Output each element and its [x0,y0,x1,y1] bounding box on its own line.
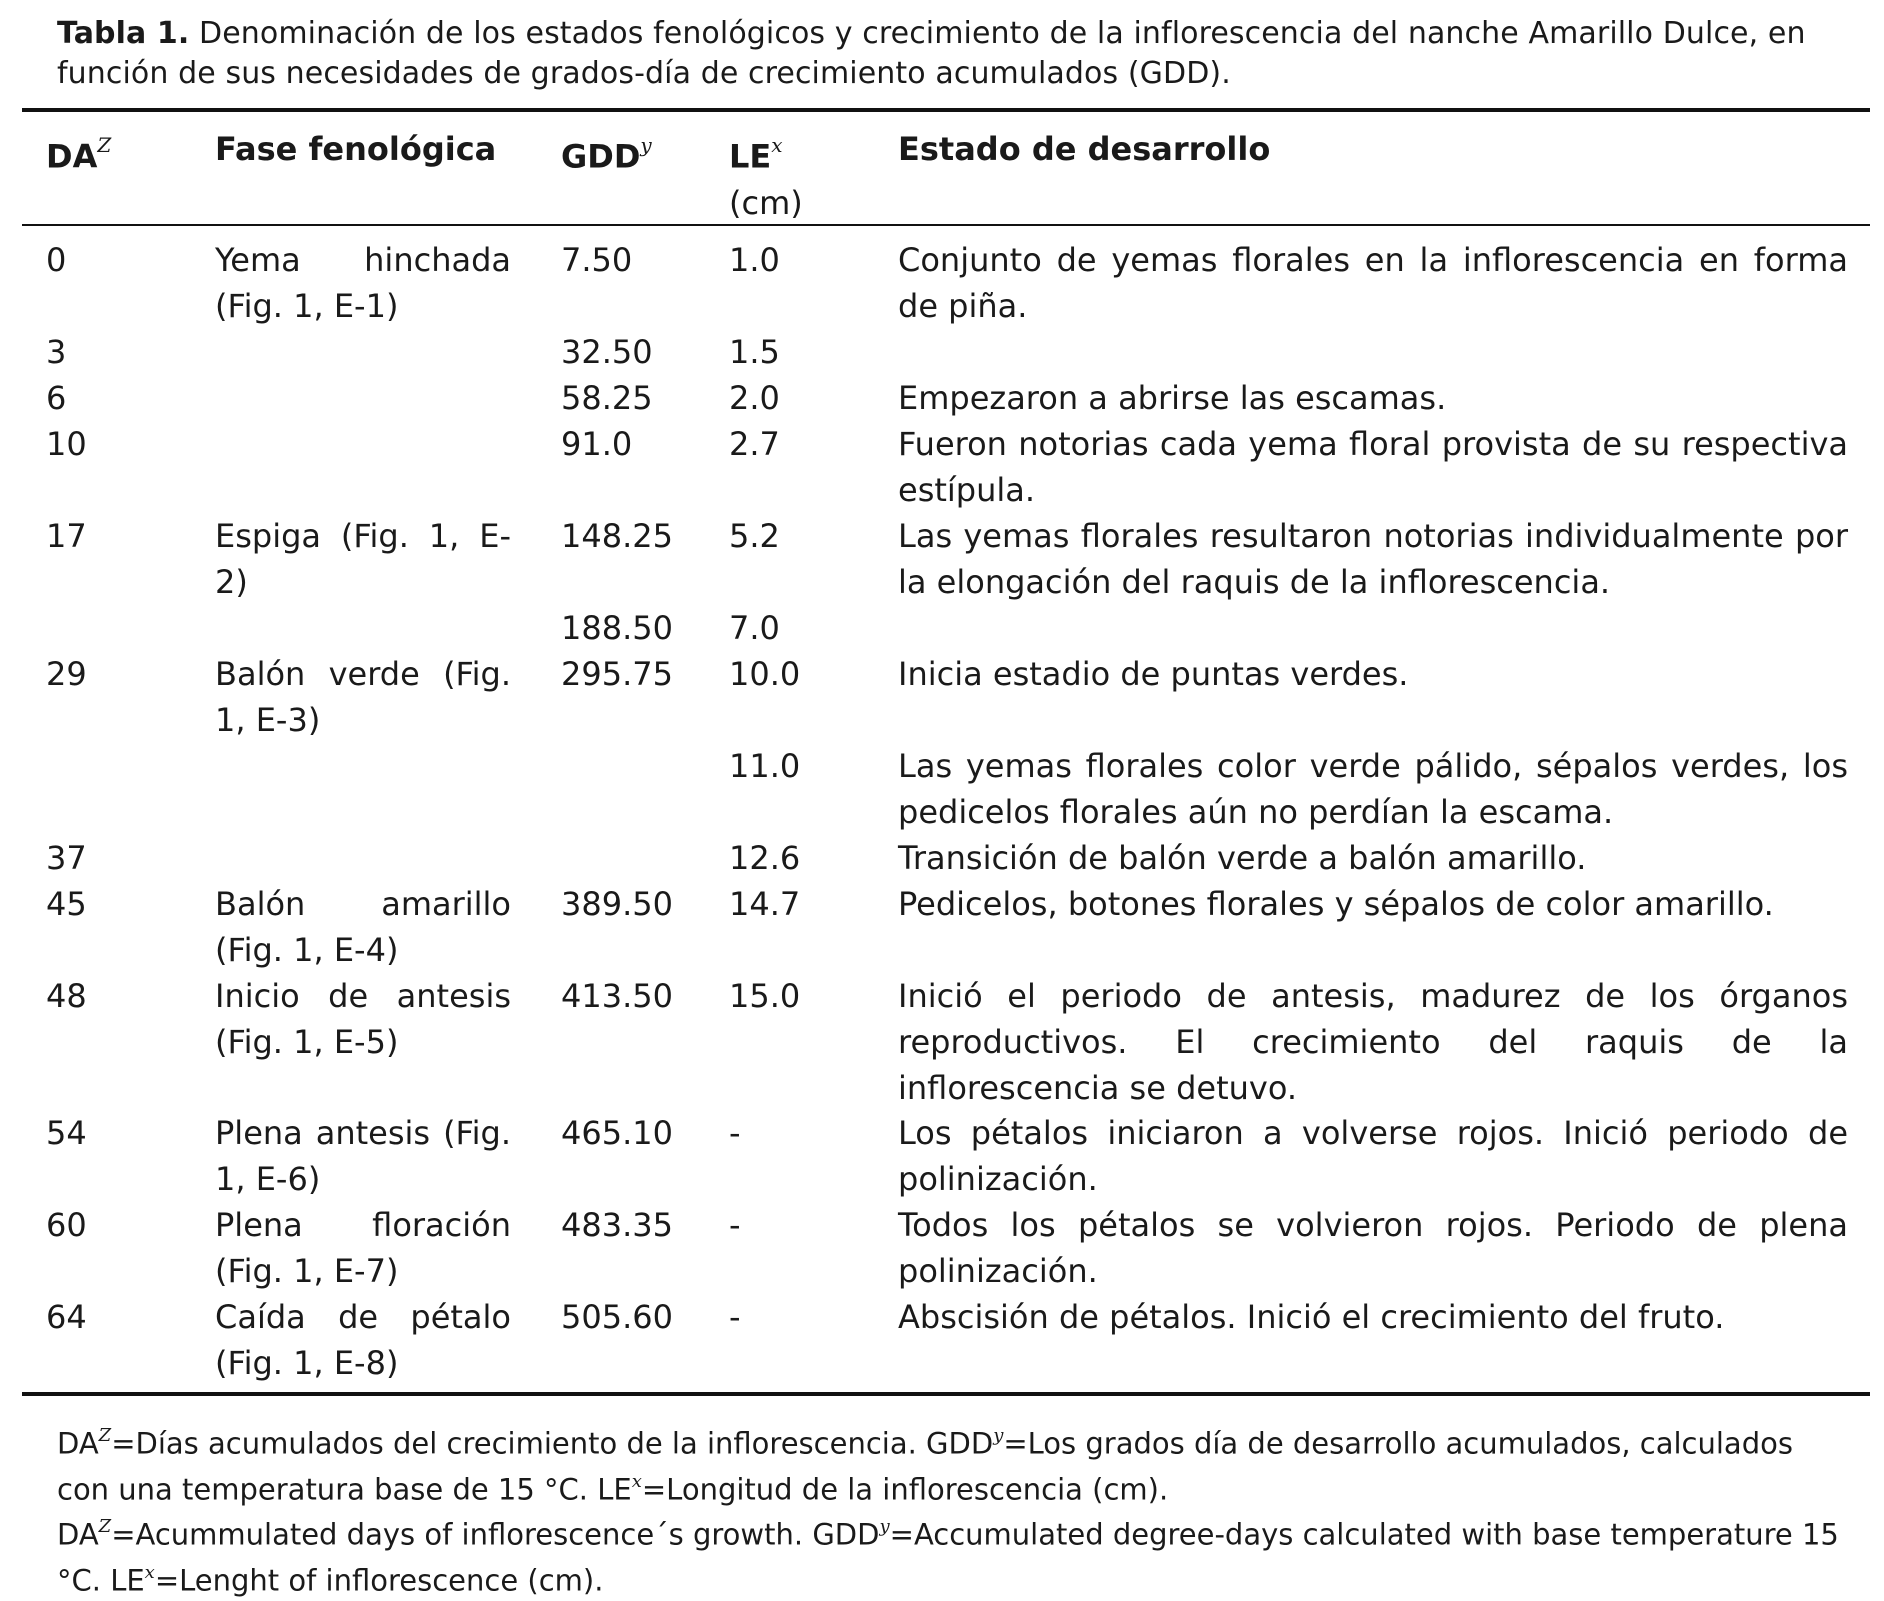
bottom-rule [22,1392,1870,1396]
table-caption [57,14,1847,94]
header-gdd: GDD$^y$ [561,133,652,176]
cell-estado: Pedicelos, botones florales y sépalos de color amarillo. [898,885,1774,923]
cell-le: 15.0 [729,977,801,1015]
header-fase: Fase fenológica [215,130,497,168]
cell-gdd: 58.25 [561,379,653,417]
cell-da: 6 [46,379,67,417]
cell-le: 12.6 [729,839,801,877]
cell-fase: Balón verde (Fig. 1, E-3) [215,655,511,739]
cell-estado: Empezaron a abrirse las escamas. [898,379,1447,417]
footnote-english: $DA^Z=Acummulated$ days of inflorescence´s growth. $GDD^y=Accumulated$ degree-days calculated with base temperature 15 °C. $LE^x=Lenght$ of inflorescence (cm). [57,1516,1839,1598]
top-rule [22,108,1870,112]
cell-le: - [729,1298,741,1336]
cell-gdd: 295.75 [561,655,673,693]
cell-fase: Balón amarillo (Fig. 1, E-4) [215,885,511,969]
cell-gdd: 389.50 [561,885,673,923]
header-da: $DA^Z$ [46,133,112,176]
cell-fase: Plena floración (Fig. 1, E-7) [215,1206,511,1290]
caption-label: Tabla 1. [57,16,190,51]
cell-da: 10 [46,425,87,463]
cell-le: - [729,1114,741,1152]
cell-estado: Las yemas florales resultaron notorias individualmente por la elongación del raquis de la inflorescencia. [898,517,1848,601]
header-rule [22,224,1870,226]
cell-da: 0 [46,241,67,279]
cell-da: 60 [46,1206,87,1244]
cell-le: 10.0 [729,655,801,693]
cell-da: 3 [46,333,67,371]
cell-estado: Transición de balón verde a balón amarillo. [898,839,1587,877]
cell-gdd: 91.0 [561,425,633,463]
cell-le: 1.5 [729,333,780,371]
cell-gdd: 465.10 [561,1114,673,1152]
caption-text: Denominación de los estados fenológicos y crecimiento de la inflorescencia del nanche Amarillo Dulce, en función de sus necesidades de grados-día de crecimiento acumulados (GDD). [57,16,1806,91]
cell-gdd: 148.25 [561,517,673,555]
cell-le: 5.2 [729,517,780,555]
cell-da: 64 [46,1298,87,1336]
cell-fase: Espiga (Fig. 1, E-2) [215,517,511,601]
header-le-unit: (cm) [729,183,803,222]
cell-gdd: 188.50 [561,609,673,647]
cell-fase: Inicio de antesis (Fig. 1, E-5) [215,977,511,1061]
cell-da: 48 [46,977,87,1015]
cell-gdd: 7.50 [561,241,633,279]
cell-estado: Inicia estadio de puntas verdes. [898,655,1409,693]
cell-gdd: 413.50 [561,977,673,1015]
cell-fase: Caída de pétalo (Fig. 1, E-8) [215,1298,511,1382]
header-estado: Estado de desarrollo [898,130,1271,168]
cell-gdd: 505.60 [561,1298,673,1336]
cell-le: 11.0 [729,747,801,785]
cell-le: - [729,1206,741,1244]
cell-fase: Yema hinchada (Fig. 1, E-1) [215,241,511,325]
cell-estado: Abscisión de pétalos. Inició el crecimiento del fruto. [898,1298,1725,1336]
cell-estado: Los pétalos iniciaron a volverse rojos. Inició periodo de polinización. [898,1114,1848,1198]
cell-le: 1.0 [729,241,780,279]
cell-le: 2.7 [729,425,780,463]
cell-da: 45 [46,885,87,923]
table-footnotes [57,1418,1847,1601]
cell-da: 54 [46,1114,87,1152]
cell-le: 2.0 [729,379,780,417]
cell-gdd: 483.35 [561,1206,673,1244]
cell-da: 29 [46,655,87,693]
cell-gdd: 32.50 [561,333,653,371]
cell-estado: Las yemas florales color verde pálido, sépalos verdes, los pedicelos florales aún no perdían la escama. [898,747,1848,831]
header-le: $LE^x$ (cm) [729,133,803,222]
cell-le: 14.7 [729,885,801,923]
cell-da: 37 [46,839,87,877]
footnote-spanish: $DA^Z=Días$ acumulados del crecimiento de la inflorescencia. $GDD^y=Los$ grados día de desarrollo acumulados, calculados con una temperatura base de 15 °C. $LE^x=Longitud$ de la inflorescencia (cm). [57,1425,1793,1507]
cell-le: 7.0 [729,609,780,647]
cell-fase: Plena antesis (Fig. 1, E-6) [215,1114,511,1198]
cell-estado: Todos los pétalos se volvieron rojos. Periodo de plena polinización. [898,1206,1848,1290]
cell-da: 17 [46,517,87,555]
cell-estado: Inició el periodo de antesis, madurez de los órganos reproductivos. El crecimiento del raquis de la inflorescencia se detuvo. [898,977,1848,1107]
cell-estado: Conjunto de yemas florales en la inflorescencia en forma de piña. [898,241,1848,325]
cell-estado: Fueron notorias cada yema floral provista de su respectiva estípula. [898,425,1848,509]
